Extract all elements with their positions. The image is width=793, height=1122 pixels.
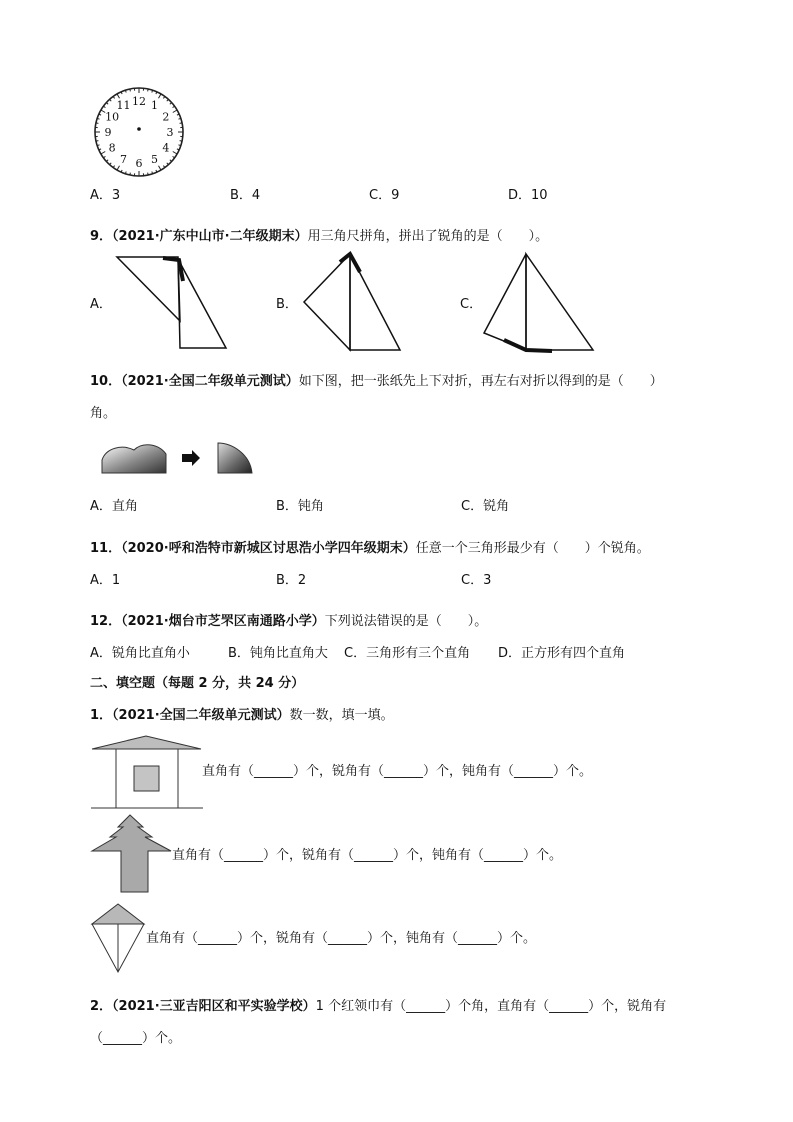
q9-figure-c	[482, 250, 597, 358]
q12-option-c[interactable]: C．三角形有三个直角	[344, 646, 471, 661]
clock-number: 5	[151, 152, 158, 166]
clock-tick	[180, 123, 182, 124]
clock-tick	[96, 141, 98, 142]
f1-row-1[interactable]: 直角有（______）个，锐角有（______）个，钝角有（______）个。	[202, 764, 593, 779]
clock-number: 3	[166, 126, 174, 139]
q9-source: （2021·广东中山市·二年级期末）	[112, 229, 308, 244]
q11-source: （2020·呼和浩特市新城区讨思浩小学四年级期末）	[121, 541, 416, 556]
q10-text: 如下图，把一张纸先上下对折，再左右对折以得到的是（ ）	[298, 374, 663, 389]
q8-option-c[interactable]: C．9	[369, 188, 400, 203]
q10-option-b[interactable]: B．钝角	[276, 499, 324, 514]
f1-stem	[90, 708, 394, 724]
clock-number: 8	[108, 141, 116, 155]
q11-option-c[interactable]: C．3	[461, 573, 492, 588]
f1-row-2[interactable]: 直角有（______）个，锐角有（______）个，钝角有（______）个。	[172, 848, 563, 863]
clock-tick	[96, 123, 98, 124]
clock-number: 7	[120, 152, 127, 166]
q9-option-a[interactable]: A．	[90, 297, 112, 312]
q8-option-b[interactable]: B．4	[230, 188, 261, 203]
section-title: 二、填空题（每题 2 分，共 24 分）	[90, 676, 305, 691]
clock-number: 9	[104, 126, 112, 139]
clock-tick	[130, 89, 131, 91]
f2-text: 1 个红领巾有（______）个角，直角有（______）个，锐角有	[315, 999, 667, 1014]
q12-option-b[interactable]: B．钝角比直角大	[228, 646, 328, 661]
clock-number: 11	[116, 99, 131, 113]
q10-stem-cont: 角。	[90, 406, 117, 421]
q9-figure-a	[115, 255, 230, 355]
f2-number: 2．	[90, 999, 113, 1014]
q10-number: 10．	[90, 374, 122, 389]
house-figure	[90, 735, 205, 811]
f1-text: 数一数，填一填。	[289, 708, 394, 723]
q12-stem	[90, 614, 487, 630]
clock-tick	[148, 173, 149, 175]
f1-source: （2021·全国二年级单元测试）	[112, 708, 290, 723]
q8-option-d[interactable]: D．10	[508, 188, 548, 203]
q12-source: （2021·烟台市芝罘区南通路小学）	[121, 614, 325, 629]
kite-figure	[90, 902, 146, 974]
clock-number: 2	[162, 110, 170, 124]
clock-tick	[130, 173, 131, 175]
clock-tick	[148, 89, 149, 91]
q11-option-b[interactable]: B．2	[276, 573, 307, 588]
q9-stem	[90, 229, 548, 245]
q9-option-b[interactable]: B．	[276, 297, 298, 312]
q11-stem	[90, 541, 650, 557]
q10-stem	[90, 374, 663, 390]
clock-number: 1	[151, 99, 158, 113]
f2-stem-cont[interactable]: （______）个。	[90, 1031, 182, 1046]
q11-number: 11．	[90, 541, 122, 556]
clock-number: 12	[132, 95, 146, 108]
f1-row-3[interactable]: 直角有（______）个，锐角有（______）个，钝角有（______）个。	[146, 931, 537, 946]
f2-stem	[90, 999, 666, 1015]
clock-number: 6	[135, 157, 143, 170]
q12-option-d[interactable]: D．正方形有四个直角	[498, 646, 626, 661]
q10-option-a[interactable]: A．直角	[90, 499, 138, 514]
q10-figure	[100, 440, 260, 476]
clock-tick	[180, 141, 182, 142]
clock-number: 4	[162, 141, 170, 155]
f2-source: （2021·三亚吉阳区和平实验学校）	[112, 999, 316, 1014]
q12-option-a[interactable]: A．锐角比直角小	[90, 646, 190, 661]
tree-figure	[90, 813, 175, 895]
clock-number: 10	[105, 110, 120, 124]
q9-text: 用三角尺拼角，拼出了锐角的是（ ）。	[307, 229, 549, 244]
q10-option-c[interactable]: C．锐角	[461, 499, 510, 514]
q9-option-c[interactable]: C．	[460, 297, 483, 312]
q9-figure-b	[300, 250, 410, 355]
q12-number: 12．	[90, 614, 122, 629]
q12-text: 下列说法错误的是（ ）。	[324, 614, 488, 629]
q11-text: 任意一个三角形最少有（ ）个锐角。	[415, 541, 650, 556]
q10-source: （2021·全国二年级单元测试）	[121, 374, 299, 389]
clock-figure	[93, 86, 185, 178]
f1-number: 1．	[90, 708, 113, 723]
q11-option-a[interactable]: A．1	[90, 573, 121, 588]
q8-option-a[interactable]: A．3	[90, 188, 121, 203]
q9-number: 9．	[90, 229, 113, 244]
